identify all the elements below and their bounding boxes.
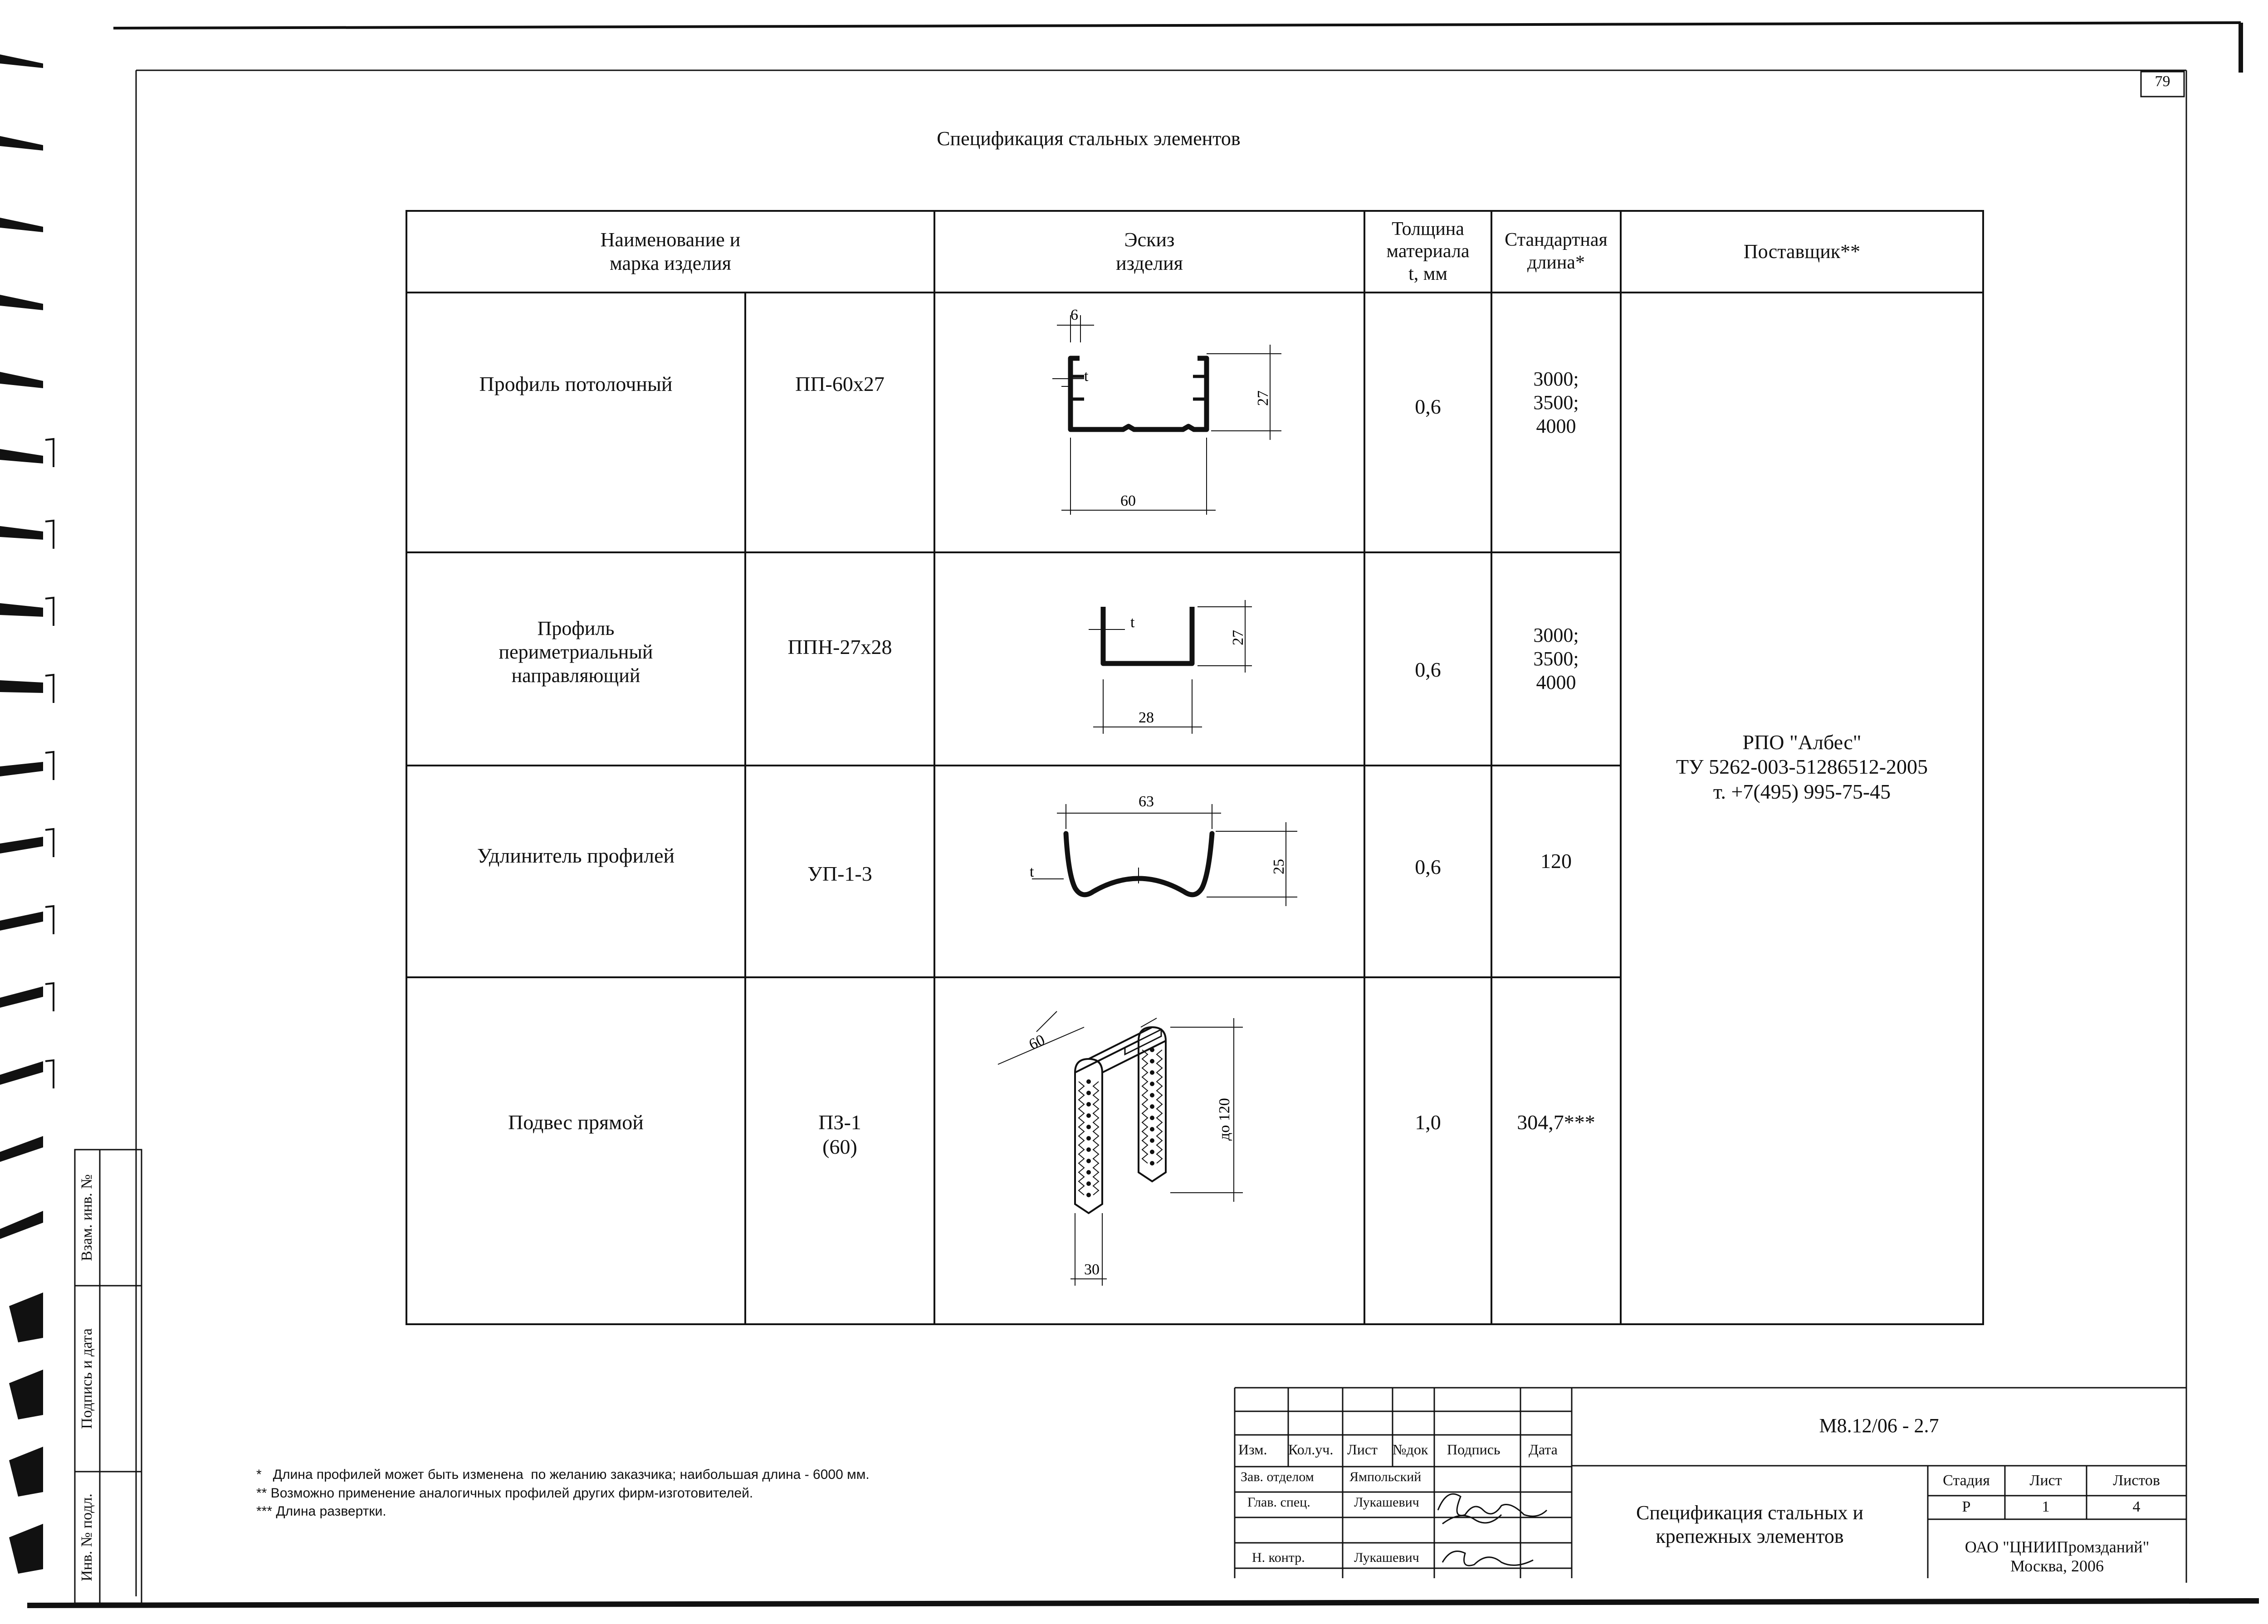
doc-code: М8.12/06 - 2.7 [1819,1414,1939,1437]
tb-sheet-label: Лист [2029,1472,2062,1489]
header-sketch: Эскиз изделия [1116,229,1183,274]
row4-mark: ПЗ-1 (60) [818,1111,861,1159]
extender-dim-t: t [1030,863,1034,880]
header-thickness: Толщина материала t, мм [1386,218,1470,284]
row1-length: 3000; 3500; 4000 [1533,368,1579,437]
row3-length: 120 [1540,849,1572,873]
header-name: Наименование и марка изделия [600,229,741,274]
signature-marks [1433,1483,1551,1578]
hanger-dim-width: 30 [1084,1261,1100,1278]
tb-role-2: Глав. спец. [1247,1495,1310,1510]
perimeter-dim-height: 27 [1230,630,1246,645]
perimeter-dim-width: 28 [1139,709,1154,726]
page-number: 79 [2155,73,2170,90]
ceiling-dim-t: t [1084,368,1089,385]
tb-person-2: Лукашевич [1354,1495,1419,1510]
tb-col-list: Лист [1347,1441,1378,1458]
extender-dim-width: 63 [1139,793,1154,810]
side-stamp-inv-orig: Инв. № подл. [78,1493,95,1581]
tb-person-4: Лукашевич [1354,1550,1419,1565]
ceiling-dim-width: 60 [1120,493,1136,509]
hanger-dim-top: 60 [1026,1031,1048,1053]
tb-sheets: 4 [2132,1498,2141,1515]
row3-name: Удлинитель профилей [477,844,675,867]
row4-thickness: 1,0 [1415,1111,1441,1134]
row4-name: Подвес прямой [508,1111,644,1134]
row1-mark: ПП-60х27 [795,372,885,395]
tb-col-sign: Подпись [1447,1441,1501,1458]
tb-sheet: 1 [2042,1498,2050,1515]
row1-name: Профиль потолочный [479,372,673,395]
page-title: Спецификация стальных элементов [937,127,1241,150]
ceiling-dim-height: 27 [1255,390,1271,406]
row4-length: 304,7*** [1517,1111,1595,1134]
row2-length: 3000; 3500; 4000 [1533,624,1579,693]
row2-name: Профиль периметриальный направляющий [499,617,653,687]
row2-thickness: 0,6 [1415,658,1441,681]
footnote-3: *** Длина развертки. [256,1504,386,1519]
supplier-info: РПО "Албес" ТУ 5262-003-51286512-2005 т. +7(495) 995-75-45 [1676,731,1928,803]
tb-col-ndoc: №док [1393,1441,1428,1458]
side-stamp-replace-inv: Взам. инв. № [78,1174,95,1261]
row3-thickness: 0,6 [1415,855,1441,878]
tb-sheets-label: Листов [2113,1472,2160,1489]
footnote-1: * Длина профилей может быть изменена по желанию заказчика; наибольшая длина - 6000 мм. [256,1467,870,1482]
hanger-dim-height: до 120 [1216,1098,1233,1141]
tb-stage-label: Стадия [1943,1472,1990,1489]
row3-mark: УП-1-3 [807,862,872,885]
tb-org: ОАО "ЦНИИПромзданий" Москва, 2006 [1965,1538,2150,1575]
tb-col-date: Дата [1529,1441,1558,1458]
row1-thickness: 0,6 [1415,395,1441,418]
tb-stage: Р [1962,1498,1971,1515]
tb-role-1: Зав. отделом [1241,1469,1314,1484]
footnote-2: ** Возможно применение аналогичных профилей других фирм-изготовителей. [256,1485,753,1501]
ceiling-dim-top: 6 [1070,307,1078,323]
doc-title: Спецификация стальных и крепежных элементов [1636,1502,1864,1547]
perimeter-dim-t: t [1130,614,1135,631]
tb-role-4: Н. контр. [1252,1550,1305,1565]
row2-mark: ППН-27х28 [787,635,892,658]
tb-col-kol: Кол.уч. [1288,1441,1334,1458]
extender-dim-height: 25 [1271,859,1287,874]
tb-col-izm: Изм. [1238,1441,1267,1458]
side-stamp-sign-date: Подпись и дата [78,1328,95,1429]
tb-person-1: Ямпольский [1349,1469,1422,1484]
header-length: Стандартная длина* [1505,229,1608,273]
header-supplier: Поставщик** [1743,240,1861,263]
